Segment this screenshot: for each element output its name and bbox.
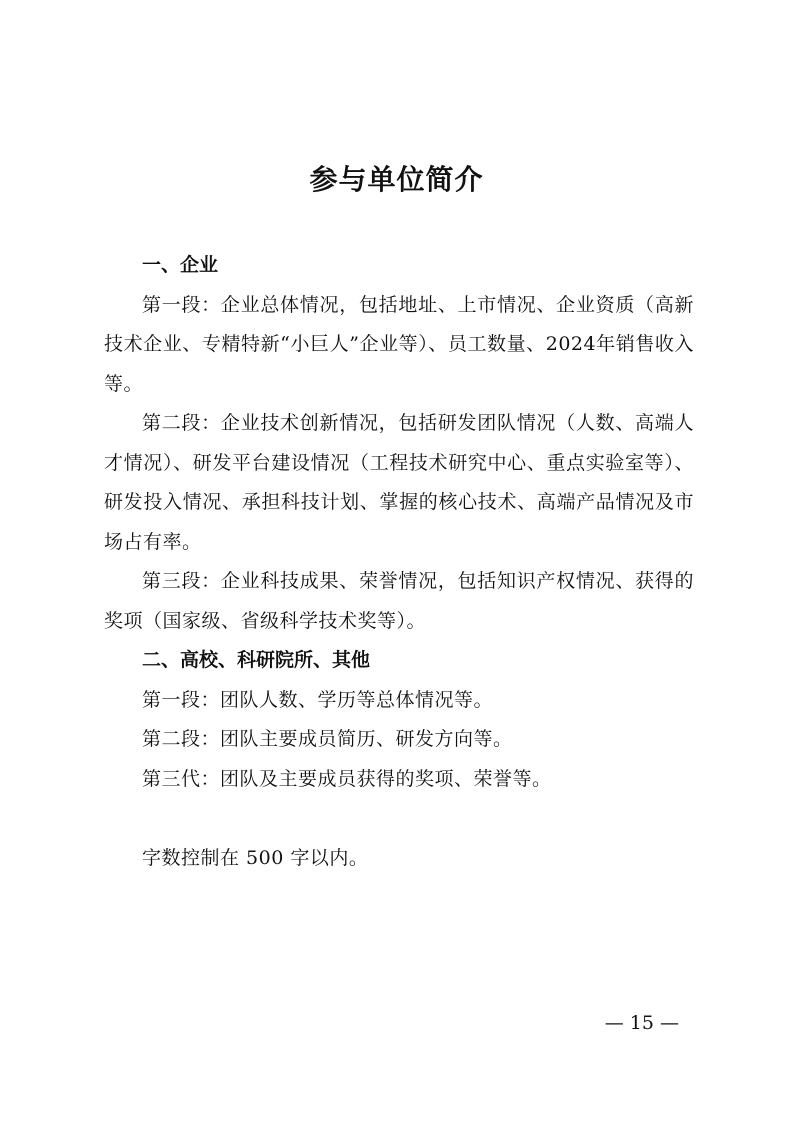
spacer	[104, 799, 694, 839]
document-body	[104, 246, 694, 878]
page-number: — 15 —	[604, 1012, 679, 1034]
enterprise-paragraph-3: 第三段：企业科技成果、荣誉情况，包括知识产权情况、获得的奖项（国家级、省级科学技术奖等）。	[104, 570, 694, 632]
university-paragraph-2: 第二段：团队主要成员简历、研发方向等。	[142, 728, 513, 750]
enterprise-paragraph-2: 第二段：企业技术创新情况，包括研发团队情况（人数、高端人才情况）、研发平台建设情况（工程技术研究中心、重点实验室等）、研发投入情况、承担科技计划、掌握的核心技术、高端产品情况及市场占有率。	[104, 412, 694, 553]
enterprise-paragraph-1: 第一段：企业总体情况，包括地址、上市情况、企业资质（高新技术企业、专精特新“小巨人”企业等）、员工数量、2024年销售收入等。	[104, 293, 694, 395]
word-limit-note: 字数控制在 500 字以内。	[142, 846, 369, 869]
section-heading-university: 二、高校、科研院所、其他	[142, 649, 371, 671]
university-paragraph-1: 第一段：团队人数、学历等总体情况等。	[142, 688, 494, 711]
university-paragraph-3: 第三代：团队及主要成员获得的奖项、荣誉等。	[142, 767, 552, 790]
section-heading-enterprise: 一、企业	[142, 254, 219, 276]
page-title: 参与单位简介	[309, 163, 484, 196]
